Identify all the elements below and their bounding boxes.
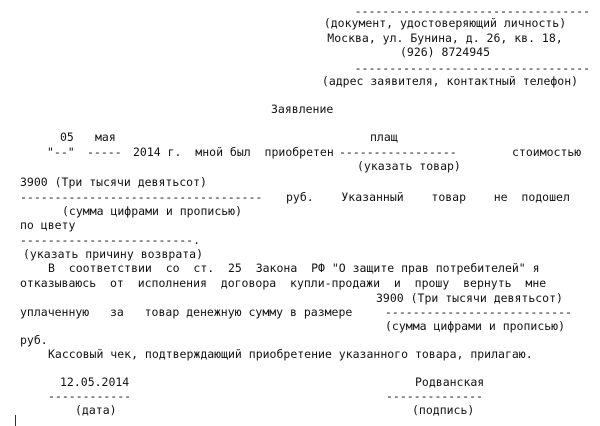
- month-placeholder: -----: [87, 145, 122, 159]
- applicant-phone: (926) 8724945: [399, 45, 490, 59]
- address-label: (адрес заявителя, контактный телефон): [321, 74, 579, 88]
- purchase-sentence: 2014 г. мной был приобретен: [133, 145, 334, 159]
- rub-label: руб.: [20, 333, 48, 347]
- law-line-2: отказываюсь от исполнения договора купли-продажи и прошу вернуть мне: [20, 276, 547, 290]
- day-placeholder: "--": [47, 145, 75, 159]
- law-line-3: уплаченную за товар денежную сумму в размере: [20, 305, 353, 319]
- page-edge-mark: [15, 415, 16, 426]
- price-amount: 3900 (Три тысячи девятьсот): [20, 175, 207, 189]
- refund-amount: 3900 (Три тысячи девятьсот): [376, 291, 563, 305]
- reason-dashes: -------------------------.: [20, 233, 201, 247]
- date-label: (дата): [75, 403, 117, 417]
- reason-label: (указать причину возврата): [23, 247, 204, 261]
- document-title: Заявление: [271, 102, 334, 116]
- attachment-note: Кассовый чек, подтверждающий приобретение указанного товара, прилагаю.: [48, 347, 533, 361]
- amount-label: (сумма цифрами и прописью): [62, 204, 243, 218]
- purchased-item: плащ: [370, 130, 398, 144]
- price-sentence: руб. Указанный товар не подошел: [286, 190, 570, 204]
- law-line-1: В соответствии со ст. 25 Закона РФ "О защите прав потребителей" я: [48, 261, 540, 275]
- date-dashes: ------------: [48, 389, 132, 403]
- refund-label: (сумма цифрами и прописью): [385, 319, 566, 333]
- header-line-1: ----------------------------------: [354, 4, 590, 18]
- date-value: 12.05.2014: [60, 375, 130, 389]
- return-reason: по цвету: [20, 218, 76, 232]
- applicant-address: Москва, ул. Бунина, д. 26, кв. 18,: [327, 31, 563, 45]
- item-placeholder: -----------------: [339, 145, 457, 159]
- purchase-day: 05: [60, 130, 74, 144]
- signature-dashes: --------------: [386, 389, 483, 403]
- cost-word: стоимостью: [512, 145, 582, 159]
- header-line-2: ----------------------------------: [354, 61, 590, 75]
- purchase-month: мая: [95, 130, 116, 144]
- document-label: (документ, удостоверяющий личность): [323, 16, 567, 30]
- signature-value: Родванская: [415, 375, 485, 389]
- signature-label: (подпись): [412, 403, 475, 417]
- item-label: (указать товар): [357, 159, 461, 173]
- price-dashes: -----------------------------------: [20, 190, 263, 204]
- refund-dashes: ---------------------------: [385, 305, 572, 319]
